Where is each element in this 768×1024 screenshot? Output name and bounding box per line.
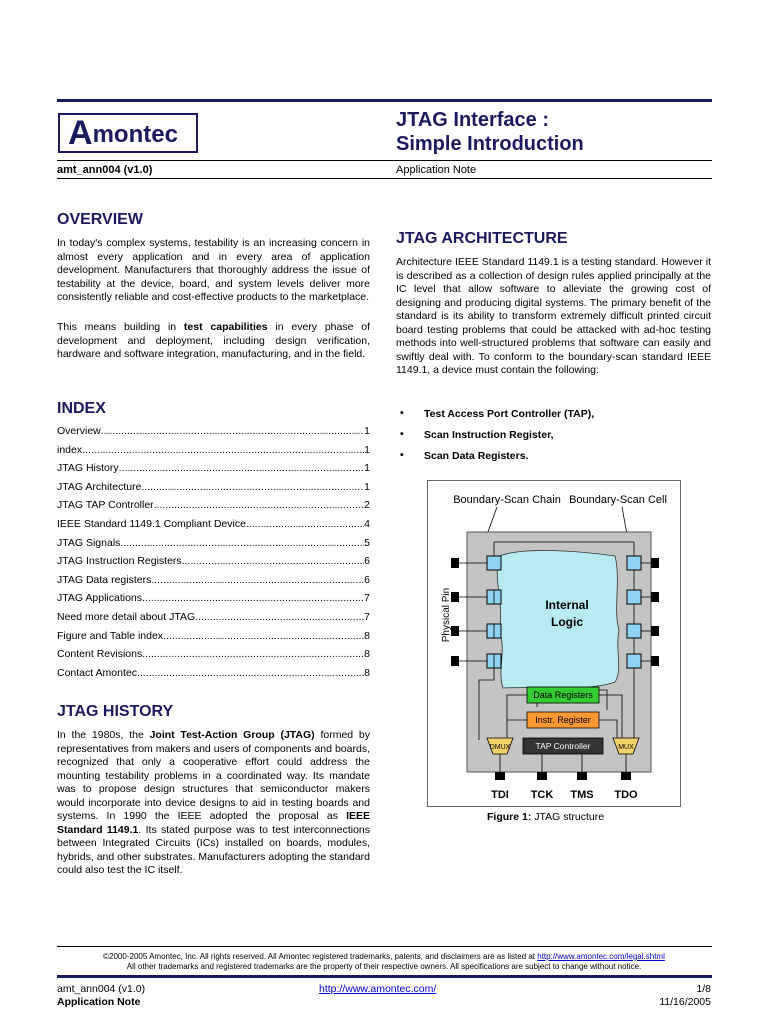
index-item[interactable]	[57, 499, 370, 518]
index-heading: INDEX	[57, 400, 106, 417]
index-item-page: 4	[364, 517, 370, 530]
leader-dots	[119, 462, 365, 481]
legal-notice	[57, 952, 711, 972]
boundary-scan-cell-label: Boundary-Scan Cell	[569, 494, 667, 506]
architecture-heading: JTAG ARCHITECTURE	[396, 230, 568, 247]
index-item-label: Figure and Table index	[57, 629, 164, 642]
index-item[interactable]	[57, 592, 370, 611]
amontec-logo	[58, 113, 198, 153]
index-item[interactable]	[57, 611, 370, 630]
title-line-2: Simple Introduction	[396, 133, 584, 155]
tap-controller-label: TAP Controller	[535, 741, 591, 751]
overview-paragraph-1: In today's complex systems, testability is an increasing concern in almost every application and in every area of application development. Manufacturers that thoroughly address the issue of testability at the device, board, and system levels deliver more consistently reliable and cost-effective products to the marketplace.	[57, 237, 370, 303]
index-item[interactable]	[57, 425, 370, 444]
pin	[651, 558, 659, 568]
bullet-item: • Scan Data Registers.	[396, 450, 711, 471]
index-item-label: IEEE Standard 1149.1 Compliant Device	[57, 517, 246, 530]
history-heading: JTAG HISTORY	[57, 703, 174, 720]
leader-dots	[82, 444, 364, 463]
index-item[interactable]	[57, 630, 370, 649]
overview-p2-pre: This means building in	[57, 321, 184, 333]
index-item-label: Contact Amontec	[57, 666, 137, 679]
index-item-label: JTAG Architecture	[57, 480, 142, 493]
index-item-label: Content Revisions	[57, 648, 143, 661]
logo-initial: A	[68, 114, 93, 152]
pin	[451, 558, 459, 568]
index-item-label: index	[57, 443, 83, 456]
index-item-page: 8	[364, 648, 370, 661]
leader-dots	[101, 425, 364, 444]
doc-id: amt_ann004 (v1.0)	[57, 164, 153, 176]
leader-dots	[142, 648, 364, 667]
legal-line-2: All other trademarks and registered trademarks are the property of their respective owners. All specifications are subject to change without notice.	[126, 962, 642, 971]
leader-dots	[163, 630, 364, 649]
internal-logic-line-1: Internal	[545, 598, 589, 612]
dmux-label: DMUX	[489, 744, 511, 751]
index-item-label: JTAG Instruction Registers	[57, 555, 182, 568]
index-item-page: 1	[364, 425, 370, 437]
pin	[651, 592, 659, 602]
index-item[interactable]	[57, 555, 370, 574]
index-item[interactable]	[57, 518, 370, 537]
leader-dots	[182, 555, 364, 574]
footer-top-rule	[57, 946, 712, 947]
boundary-cell	[627, 624, 641, 638]
internal-logic-line-2: Logic	[551, 615, 583, 629]
index-item-label: Need more detail about JTAG	[57, 610, 196, 623]
legal-link[interactable]: http://www.amontec.com/legal.shtml	[537, 952, 665, 961]
index-item[interactable]	[57, 537, 370, 556]
index-item-page: 7	[364, 592, 370, 605]
history-paragraph	[57, 729, 370, 878]
index-item-page: 6	[364, 555, 370, 568]
instruction-register-label: Instr. Register	[535, 715, 591, 725]
index-item-page: 2	[364, 499, 370, 512]
document-title	[396, 108, 584, 156]
index-item[interactable]	[57, 462, 370, 481]
history-text-1: In the 1980s, the	[57, 729, 150, 741]
architecture-paragraph: Architecture IEEE Standard 1149.1 is a testing standard. However it is described as a collection of design rules applied principally at the IC level that allow software to alleviate the growing cost of designing and producing digital systems. The primary benefit of the standard is its ability to transform extremely difficult printed circuit board testing problems that could be attacked with ad-hoc testing methods into well-structured problems that software can easily and swiftly deal with. To conform to the boundary-scan standard IEEE 1149.1, a device must contain the following:	[396, 256, 711, 376]
jtag-structure-diagram	[427, 480, 681, 807]
overview-paragraph-2	[57, 321, 370, 362]
pin-label-tdo: TDO	[614, 789, 638, 801]
history-text-3: . Its stated purpose was to test interconnections between Integrated Circuits (ICs) installed on boards, modules, hybrids, and other substrates. Manufacturers adopting the standard could also test the IC itself.	[57, 823, 370, 876]
boundary-cell	[627, 654, 641, 668]
index-item[interactable]	[57, 444, 370, 463]
index-item-page: 7	[364, 610, 370, 623]
header-top-rule	[57, 99, 712, 102]
footer-url-link[interactable]: http://www.amontec.com/	[319, 983, 437, 995]
index-list	[57, 425, 370, 685]
footer-doc-id: amt_ann004 (v1.0)	[57, 983, 146, 995]
overview-heading: OVERVIEW	[57, 211, 143, 228]
leader-dots	[142, 592, 364, 611]
leader-dots	[154, 499, 364, 518]
index-item-label: JTAG Signals	[57, 536, 121, 549]
index-item[interactable]	[57, 574, 370, 593]
overview-p2-post: in every phase of development and deployment, including design verification, hardware and software integration, manufacturing, and in the field.	[57, 321, 371, 360]
pin	[577, 772, 587, 780]
index-item-label: JTAG Data registers	[57, 573, 152, 586]
index-item-label: JTAG TAP Controller	[57, 499, 154, 512]
index-item[interactable]	[57, 667, 370, 686]
caption-label: Figure 1:	[487, 811, 532, 823]
history-bold-2: IEEE Standard 1149.1	[57, 810, 370, 836]
index-item-page: 5	[364, 536, 370, 549]
header-sub-rule	[57, 178, 712, 179]
bullet-item: • Test Access Port Controller (TAP),	[396, 408, 711, 429]
boundary-cell	[627, 590, 641, 604]
physical-pin-label: Physical Pin	[441, 587, 452, 643]
figure-caption	[487, 811, 604, 823]
overview-p2-bold: test capabilities	[183, 321, 268, 333]
history-text-2: formed by representatives from makers and users of components and boards, recognized that only a cooperative effort could address the mounting testability problems in a coordinated way. Its mandate was to propose design structures that semiconductor makers would incorporate into device designs to aid in testing boards and systems. In 1990 the IEEE adopted the proposal as	[57, 729, 370, 822]
leader-dots	[141, 481, 364, 500]
pin-label-tms: TMS	[570, 789, 594, 801]
index-item-page: 1	[364, 480, 370, 493]
legal-text: ©2000-2005 Amontec, Inc. All rights reserved. All Amontec registered trademarks, patents, and disclaimers are as listed at	[103, 952, 538, 961]
footer-doc-type: Application Note	[57, 996, 141, 1008]
index-item[interactable]	[57, 648, 370, 667]
leader-dots	[120, 537, 364, 556]
pin	[451, 626, 459, 636]
architecture-bullets	[396, 408, 711, 471]
index-item-label: JTAG Applications	[57, 592, 143, 605]
leader-dots	[151, 574, 364, 593]
index-item-label: JTAG History	[57, 462, 119, 475]
index-item-page: 8	[364, 666, 370, 679]
footer-date: 11/16/2005	[659, 996, 711, 1008]
leader-dots	[195, 611, 364, 630]
leader-dots	[137, 667, 364, 686]
legal-line-1	[57, 952, 711, 962]
boundary-scan-chain-label: Boundary-Scan Chain	[453, 494, 561, 506]
pin-label-tck: TCK	[530, 789, 554, 801]
pin	[651, 626, 659, 636]
bullet-item: • Scan Instruction Register,	[396, 429, 711, 450]
footer-bottom-rule	[57, 975, 712, 978]
pin	[451, 592, 459, 602]
header-bottom-rule	[57, 160, 712, 161]
caption-text: JTAG structure	[531, 811, 605, 823]
index-item-page: 1	[364, 443, 370, 456]
pin	[537, 772, 547, 780]
pin	[651, 656, 659, 666]
index-item-page: 8	[364, 629, 370, 642]
logo-text: montec	[92, 121, 178, 148]
pin	[495, 772, 505, 780]
pin	[451, 656, 459, 666]
pin	[621, 772, 631, 780]
boundary-cell	[487, 556, 501, 570]
data-registers-label: Data Registers	[533, 690, 593, 700]
leader-dots	[246, 518, 364, 537]
boundary-cell	[627, 556, 641, 570]
doc-type: Application Note	[396, 164, 477, 176]
index-item-label: Overview	[57, 425, 101, 437]
footer-page-number: 1/8	[696, 983, 711, 995]
index-item-page: 1	[364, 462, 370, 475]
index-item[interactable]	[57, 481, 370, 500]
mux-label: MUX	[618, 744, 634, 751]
index-item-page: 6	[364, 573, 370, 586]
history-bold-1: Joint Test-Action Group (JTAG)	[149, 729, 315, 741]
title-line-1: JTAG Interface :	[396, 109, 549, 131]
pin-label-tdi: TDI	[491, 789, 509, 801]
